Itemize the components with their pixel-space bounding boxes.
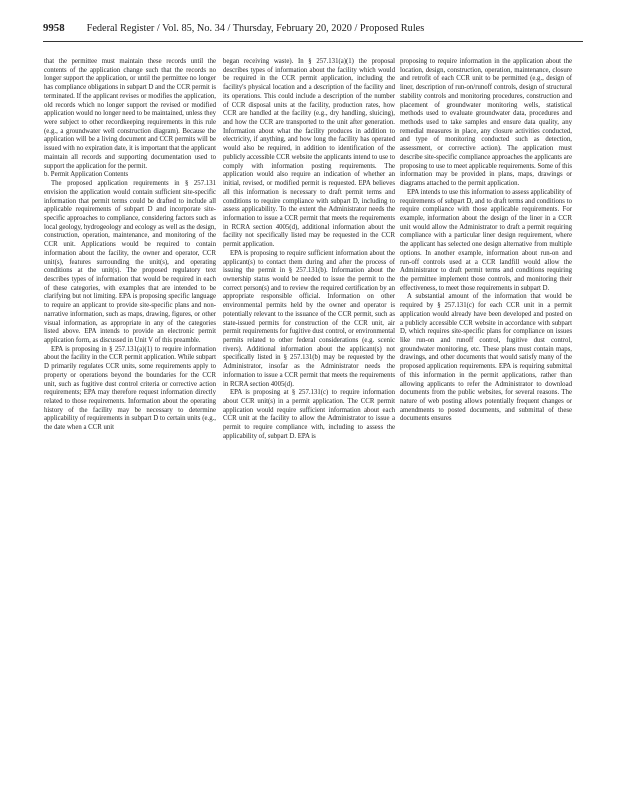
- paragraph: EPA is proposing at § 257.131(c) to require information about CCR unit(s) in a permit application. The CCR permit application would require sufficient information about each CCR unit at the facility to allow the Administrator to issue a permit to require compliance with, including to assess the applicability of, subpart D. EPA is: [223, 389, 395, 440]
- header-rule: [43, 41, 583, 42]
- running-header: [43, 22, 583, 38]
- running-head: Federal Register / Vol. 85, No. 34 / Thursday, February 20, 2020 / Proposed Rules: [86, 23, 425, 34]
- paragraph: began receiving waste). In § 257.131(a)(1) the proposal describes types of information about the facility which would be required in the CCR permit application, including the facility's physical location and a description of the facility and its operations. This could include a description of the number of CCR disposal units at the facility, production rates, how CCR are handled at the facility (e.g., dry handling, sluicing), and how the CCR are transported to the unit after generation. Information about what the facility produces in addition to electricity, if anything, and how long the facility has operated would also be required, in addition to identification of the publicly accessible CCR website the applicants intend to use to comply with information posting requirements. The application would also require an indication of whether an initial, revised, or modified permit is requested. EPA believes all this information is necessary to draft permit terms and conditions to require compliance with subpart D, including to assess applicability. To the extent the Administrator needs the information to issue a CCR permit that meets the requirements in RCRA section 4005(d), additional information about the facility not specifically listed may be requested in the CCR permit application.: [223, 58, 395, 249]
- paragraph: EPA is proposing to require sufficient information about the applicant(s) to contact them during and after the process of issuing the permit in § 257.131(b). Information about the ownership status would be needed to issue the permit to the correct person(s) and to review the required certification by an appropriate responsible official. Information on other environmental permits held by the owner and operator is potentially relevant to the issuance of the CCR permit, such as state-issued permits for construction of the CCR unit, air permit requirements for fugitive dust control, or environmental permits related to other federal considerations (e.g. scenic rivers). Additional information about the applicant(s) not specifically listed in § 257.131(b) may be requested by the Administrator, insofar as the Administrator needs the information to issue a CCR permit that meets the requirements in RCRA section 4005(d).: [223, 249, 395, 388]
- paragraph: A substantial amount of the information that would be required by § 257.131(c) for each CCR unit in a permit application would already have been developed and posted on a publicly accessible CCR website in accordance with subpart D, which requires site-specific plans for compliance on issues like run-on and runoff control, fugitive dust control, groundwater monitoring, etc. These plans must contain maps, drawings, and other documents that would satisfy many of the proposed application requirements. EPA is requiring submittal of this information in the permit applications, rather than allowing applicants to refer the Administrator to download documents from the public websites, for several reasons. The nature of web posting allows potentially frequent changes or amendments to posted documents, and submittal of these documents ensures: [400, 293, 572, 423]
- paragraph: EPA is proposing in § 257.131(a)(1) to require information about the facility in the CCR permit application. While subpart D primarily regulates CCR units, some requirements apply to property or operations beyond the boundaries for the CCR unit, such as fugitive dust control criteria or corrective action requirements; EPA may therefore request information directly related to those requirements. Information about the operating history of the facility may be necessary to determine applicability of requirements in subpart D to certain units (e.g., the date when a CCR unit: [44, 345, 216, 432]
- text-column-2: [223, 58, 395, 442]
- paragraph: proposing to require information in the application about the location, design, construction, operation, maintenance, closure and retrofit of each CCR unit to be permitted (e.g., design of liner, description of run-on/runoff controls, design of structural stability controls and monitoring procedures, construction and placement of groundwater monitoring wells, statistical methods used to evaluate groundwater data, procedures and methods used to take samples and ensure data quality, any remedial measures in place, any closure activities conducted, and type of monitoring conducted such as detection, assessment, or corrective action). The application must describe site-specific compliance approaches the applicants are proposing to use to meet applicable requirements. Some of this information may be provided in plans, maps, drawings or diagrams attached to the permit application.: [400, 58, 572, 188]
- paragraph: EPA intends to use this information to assess applicability of requirements of subpart D, and to draft terms and conditions to require compliance with those applicable requirements. For example, information about the design of the liner in a CCR unit would allow the Administrator to draft a permit requiring compliance with a particular liner design requirement, where the applicant has selected one design alternative from multiple options. In another example, information about run-on and run-off controls used at a CCR landfill would allow the Administrator to draft permit terms and conditions requiring the permittee implement those controls, and monitoring their effectiveness, to meet those requirements in subpart D.: [400, 188, 572, 292]
- text-column-3: [400, 58, 572, 424]
- paragraph: b. Permit Application Contents: [44, 171, 129, 179]
- paragraph: that the permittee must maintain these records until the contents of the application change such that the records no longer support the application, or until the permittee no longer has compliance obligations in subpart D and the CCR permit is terminated. If the applicant revises or modifies the application, old records which no longer support the revised or modified application would no longer need to be maintained, unless they were subject to other recordkeeping requirements in this rule (e.g., a groundwater well construction diagram). Because the application will be a living document and CCR permits will be issued with no expiration date, it is important that the applicant maintain all records and supporting documentation used to support the application for the permit.: [44, 58, 216, 170]
- page-number: 9958: [43, 22, 65, 34]
- paragraph: The proposed application requirements in § 257.131 envision the application would contain sufficient site-specific information that permit terms could be drafted to include all applicable requirements of subpart D and incorporate site-specific approaches to compliance, considering factors such as local geology, hydrogeology and ecology as well as the design, construction, operation, maintenance, and monitoring of the CCR unit. Applications would be required to contain information about the facility, the owner and operator, CCR unit(s), features surrounding the unit(s), and operating conditions at the unit(s). The proposed regulatory text describes types of information that would be required in each of these categories, with examples that are intended to be clarifying but not limiting. EPA is proposing specific language to require an applicant to provide site-specific plans and non-narrative information, such as maps, drawing, figures, or other visual information, as appropriate in any of the categories listed above. EPA intends to provide an electronic permit application form, as discussed in Unit V of this preamble.: [44, 180, 216, 344]
- text-column-1: [44, 58, 216, 433]
